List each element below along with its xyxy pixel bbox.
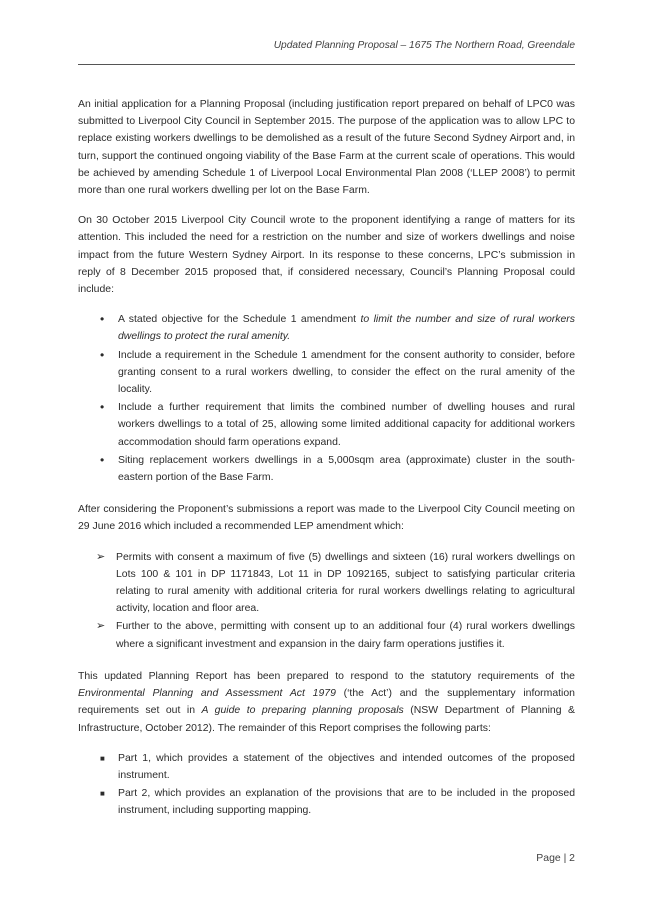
list-item	[78, 311, 575, 345]
header-divider	[78, 64, 575, 65]
council-response-paragraph: On 30 October 2015 Liverpool City Council wrote to the proponent identifying a range of matters for its attention. This included the need for a restriction on the number and size of workers dwellings and noise impact from the future Western Sydney Airport. In its response to these concerns, LPC’s submission in reply of 8 December 2015 proposed that, if considered necessary, Council’s Planning Proposal could include:	[78, 215, 575, 296]
guide-title: A guide to preparing planning proposals	[201, 705, 404, 717]
list-item-text: A stated objective for the Schedule 1 amendment	[118, 314, 361, 326]
list-item-text: Part 2, which provides an explanation of the provisions that are to be included in the proposed instrument, including supporting mapping.	[118, 788, 575, 817]
bullet-dot-icon: •	[100, 400, 105, 415]
page-number: Page | 2	[536, 853, 575, 864]
list-item	[78, 750, 575, 784]
bullet-dot-icon: •	[100, 452, 105, 467]
list-item-text: Further to the above, permitting with consent up to an additional four (4) rural workers dwellings where a significant investment and expansion in the dairy farm operations justifies it.	[116, 621, 575, 650]
report-purpose-paragraph: This updated Planning Report has been prepared to respond to the statutory requirements of the Environmental Planning and Assessment Act 1979 (‘the Act’) and the supplementary information requirements set out in A guide to preparing planning proposals (NSW Department of Planning & Infrastructure, October 2012). The remainder of this Report comprises the following parts:	[78, 670, 576, 734]
report-parts-list	[78, 750, 575, 820]
list-item-text: Siting replacement workers dwellings in a 5,000sqm area (approximate) cluster in the south-eastern portion of the Base Farm.	[118, 454, 575, 484]
lep-amendment-list	[78, 549, 575, 653]
list-item	[78, 785, 575, 819]
act-title: Environmental Planning and Assessment Act 1979	[78, 688, 336, 700]
list-item-text: Include a requirement in the Schedule 1 amendment for the consent authority to consider, before granting consent to a rural workers dwelling, to consider the effect on the rural amenity of the locality.	[118, 349, 575, 396]
list-item-text: Include a further requirement that limits the combined number of dwelling houses and rural workers dwellings to a total of 25, allowing some limited additional capacity for additional workers accommodation should farm operations expand.	[118, 402, 575, 448]
bullet-square-icon: ■	[100, 753, 105, 763]
list-item	[78, 549, 575, 618]
bullet-arrow-icon: ➢	[96, 620, 106, 633]
council-meeting-paragraph: After considering the Proponent’s submissions a report was made to the Liverpool City Council meeting on 29 June 2016 which included a recommended LEP amendment which:	[78, 504, 575, 533]
bullet-square-icon: ■	[100, 789, 105, 799]
intro-paragraph: An initial application for a Planning Proposal (including justification report prepared on behalf of LPC0 was submitted to Liverpool City Council in September 2015. The purpose of the application was to allow LPC to replace existing workers dwellings to be demolished as a result of the future Second Sydney Airport and, in turn, support the continued ongoing viability of the Base Farm at the current scale of operations. This would be achieved by amending Schedule 1 of Liverpool Local Environmental Plan 2008 (‘LLEP 2008’) to permit more than one rural workers dwelling per lot on the Base Farm.	[78, 99, 575, 197]
list-item	[78, 399, 575, 451]
list-item	[78, 618, 575, 652]
list-item	[78, 452, 575, 486]
bullet-dot-icon: •	[100, 347, 105, 362]
list-item-text: Part 1, which provides a statement of the objectives and intended outcomes of the proposed instrument.	[118, 752, 575, 781]
page-header: Updated Planning Proposal – 1675 The Northern Road, Greendale	[273, 40, 575, 51]
list-item-text: Permits with consent a maximum of five (5) dwellings and sixteen (16) rural workers dwellings on Lots 100 & 101 in DP 1171843, Lot 11 in DP 1092165, subject to satisfying particular criteria relating to rural amenity with additional criteria for rural workers dwellings relating to agricultural activity, location and floor area.	[116, 551, 575, 615]
proposal-options-list	[78, 311, 575, 486]
bullet-arrow-icon: ➢	[96, 550, 106, 563]
document-body	[78, 96, 575, 835]
bullet-dot-icon: •	[100, 312, 105, 327]
list-item-emphasis: to limit the number and size of rural workers dwellings to protect the rural amenity.	[118, 314, 575, 343]
list-item	[78, 347, 575, 399]
